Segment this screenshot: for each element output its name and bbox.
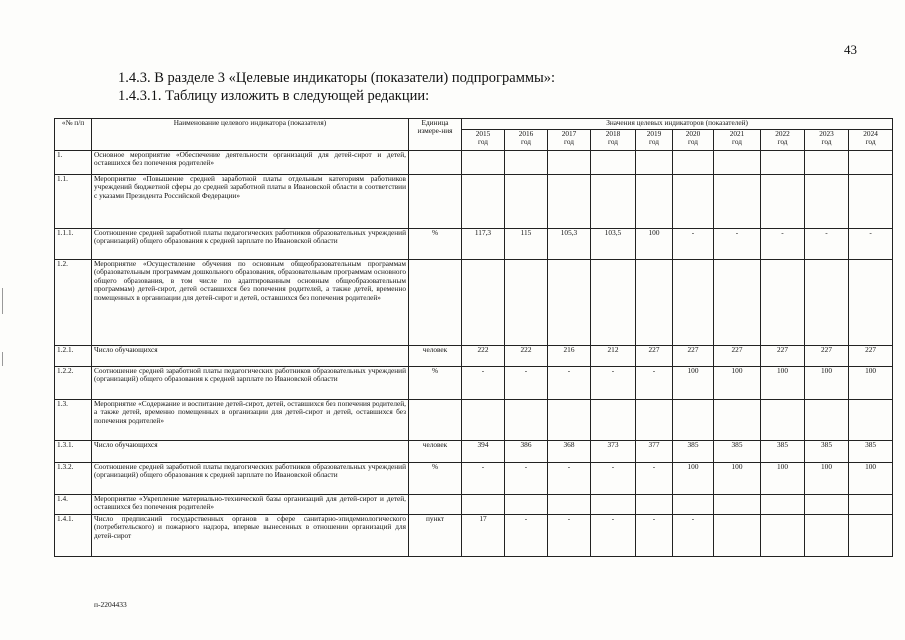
- header-year-value: 2024: [863, 129, 878, 138]
- row-value: [462, 151, 505, 175]
- row-value: 117,3: [462, 229, 505, 260]
- row-value: [761, 400, 805, 441]
- row-value: [548, 151, 591, 175]
- row-value: 105,3: [548, 229, 591, 260]
- section-subheading: 1.4.3.1. Таблицу изложить в следующей редакции:: [118, 88, 430, 104]
- table-row: [55, 441, 893, 463]
- row-value: [636, 400, 673, 441]
- row-value: 216: [548, 346, 591, 367]
- row-value: [548, 175, 591, 229]
- row-value: [849, 151, 893, 175]
- row-value: -: [673, 229, 714, 260]
- row-value: [548, 260, 591, 346]
- header-year: [462, 130, 505, 151]
- header-values-group: Значения целевых индикаторов (показателей): [462, 119, 893, 130]
- row-value: [505, 400, 548, 441]
- row-value: -: [548, 515, 591, 557]
- row-unit: %: [409, 367, 462, 400]
- row-value: [805, 515, 849, 557]
- row-value: [673, 400, 714, 441]
- row-value: [636, 151, 673, 175]
- header-year-unit: год: [821, 136, 832, 146]
- row-value: -: [673, 515, 714, 557]
- row-unit: %: [409, 463, 462, 495]
- header-year-value: 2018: [605, 129, 621, 138]
- row-value: -: [591, 463, 636, 495]
- row-indicator-name: Число предписаний государственных органов в сфере санитарно-эпидемиологического (потребительского) и пожарного надзора, впервые вынесенных в отношении организаций для детей-сирот: [92, 515, 409, 557]
- row-value: 385: [714, 441, 761, 463]
- row-value: [761, 515, 805, 557]
- section-heading: 1.4.3. В разделе 3 «Целевые индикаторы (показатели) подпрограммы»:: [118, 70, 556, 86]
- row-value: 373: [591, 441, 636, 463]
- row-value: [591, 495, 636, 515]
- row-value: -: [505, 367, 548, 400]
- row-value: 100: [714, 367, 761, 400]
- header-no: «№ п/п: [55, 119, 92, 151]
- row-value: [591, 400, 636, 441]
- row-value: 394: [462, 441, 505, 463]
- row-indicator-name: Число обучающихся: [92, 441, 409, 463]
- row-unit: [409, 260, 462, 346]
- row-unit: человек: [409, 346, 462, 367]
- row-value: 385: [761, 441, 805, 463]
- row-value: -: [591, 515, 636, 557]
- header-year-value: 2020: [685, 129, 701, 138]
- row-value: 377: [636, 441, 673, 463]
- row-value: [805, 400, 849, 441]
- header-year: [591, 130, 636, 151]
- row-indicator-name: Соотношение средней заработной платы педагогических работников образовательных учреждений (организаций) общего образования к средней зарплате по Ивановской области: [92, 367, 409, 400]
- row-value: 100: [761, 463, 805, 495]
- row-value: [505, 175, 548, 229]
- row-value: 100: [673, 367, 714, 400]
- header-year: [805, 130, 849, 151]
- row-indicator-name: Мероприятие «Укрепление материально-технической базы организаций для детей-сирот и детей, оставшихся без попечения родителей»: [92, 495, 409, 515]
- header-year: [849, 130, 893, 151]
- row-value: [505, 495, 548, 515]
- row-value: [761, 495, 805, 515]
- row-value: 385: [805, 441, 849, 463]
- row-value: -: [714, 229, 761, 260]
- row-value: [849, 400, 893, 441]
- row-value: [849, 495, 893, 515]
- row-value: [714, 515, 761, 557]
- row-value: [591, 260, 636, 346]
- row-value: -: [462, 463, 505, 495]
- row-unit: пункт: [409, 515, 462, 557]
- header-unit: Единица измере-ния: [409, 119, 462, 151]
- row-value: 386: [505, 441, 548, 463]
- header-year-unit: год: [777, 136, 788, 146]
- row-number: 1.: [55, 151, 92, 175]
- table-row: [55, 495, 893, 515]
- row-indicator-name: Соотношение средней заработной платы педагогических работников образовательных учреждений (организаций) общего образования к средней зарплате по Ивановской области: [92, 463, 409, 495]
- row-value: [761, 260, 805, 346]
- margin-mark: [2, 352, 3, 366]
- row-value: 100: [805, 367, 849, 400]
- row-value: -: [636, 463, 673, 495]
- row-value: [805, 175, 849, 229]
- row-number: 1.3.: [55, 400, 92, 441]
- row-value: [849, 175, 893, 229]
- header-year: [505, 130, 548, 151]
- row-value: [805, 260, 849, 346]
- row-value: -: [636, 367, 673, 400]
- header-year-value: 2022: [775, 129, 790, 138]
- header-year-unit: год: [564, 136, 574, 146]
- row-indicator-name: Мероприятие «Осуществление обучения по основным общеобразовательным программам (образовательным программам дошкольного образования, образовательным программам основного общего образования, в том числе по адаптированным основным общеобразовательным программам) детей-сирот, детей оставшихся без попечения родителей, а также детей, временно помещенных в организации для детей-сирот и детей, оставшихся без попечения родителей»: [92, 260, 409, 346]
- header-year-unit: год: [608, 136, 618, 146]
- row-value: -: [548, 367, 591, 400]
- row-number: 1.4.: [55, 495, 92, 515]
- row-value: 100: [636, 229, 673, 260]
- header-year: [548, 130, 591, 151]
- row-value: [548, 495, 591, 515]
- row-value: [462, 495, 505, 515]
- row-indicator-name: Мероприятие «Содержание и воспитание детей-сирот, детей, оставшихся без попечения родителей, а также детей, временно помещенных в организации для детей-сирот и детей, оставшихся без попечения родителей»: [92, 400, 409, 441]
- row-value: -: [761, 229, 805, 260]
- row-indicator-name: Число обучающихся: [92, 346, 409, 367]
- row-value: 227: [761, 346, 805, 367]
- row-value: [714, 260, 761, 346]
- row-unit: человек: [409, 441, 462, 463]
- row-value: [636, 175, 673, 229]
- row-indicator-name: Соотношение средней заработной платы педагогических работников образовательных учреждений (организаций) общего образования к средней зарплате по Ивановской области: [92, 229, 409, 260]
- row-value: [673, 175, 714, 229]
- header-year-unit: год: [688, 136, 698, 146]
- row-value: [636, 260, 673, 346]
- row-value: 222: [505, 346, 548, 367]
- header-year-unit: год: [732, 136, 742, 146]
- table-row: [55, 229, 893, 260]
- row-value: [591, 175, 636, 229]
- row-value: 100: [805, 463, 849, 495]
- row-value: 385: [673, 441, 714, 463]
- row-unit: [409, 175, 462, 229]
- header-year: [636, 130, 673, 151]
- row-number: 1.4.1.: [55, 515, 92, 557]
- margin-mark: [2, 288, 3, 314]
- row-value: 227: [673, 346, 714, 367]
- table-row: [55, 367, 893, 400]
- row-value: 227: [805, 346, 849, 367]
- row-value: -: [591, 367, 636, 400]
- row-value: [462, 400, 505, 441]
- row-number: 1.1.: [55, 175, 92, 229]
- page-number: 43: [844, 42, 857, 57]
- row-value: [849, 515, 893, 557]
- row-value: 368: [548, 441, 591, 463]
- table-row: [55, 463, 893, 495]
- row-value: 100: [849, 463, 893, 495]
- row-value: -: [849, 229, 893, 260]
- row-value: 212: [591, 346, 636, 367]
- row-value: [505, 260, 548, 346]
- row-value: 115: [505, 229, 548, 260]
- row-value: -: [462, 367, 505, 400]
- table-row: [55, 175, 893, 229]
- row-value: [636, 495, 673, 515]
- row-value: [462, 260, 505, 346]
- row-value: [805, 495, 849, 515]
- row-value: [673, 260, 714, 346]
- row-value: 100: [761, 367, 805, 400]
- row-value: 227: [849, 346, 893, 367]
- header-year-unit: год: [521, 136, 531, 146]
- row-value: -: [505, 463, 548, 495]
- row-value: 100: [673, 463, 714, 495]
- row-value: [761, 151, 805, 175]
- row-value: 227: [714, 346, 761, 367]
- row-value: [548, 400, 591, 441]
- indicators-table: [54, 118, 893, 557]
- header-year-unit: год: [478, 136, 488, 146]
- row-value: -: [636, 515, 673, 557]
- header-year-unit: год: [865, 136, 876, 146]
- row-value: -: [548, 463, 591, 495]
- row-value: 222: [462, 346, 505, 367]
- row-unit: %: [409, 229, 462, 260]
- row-value: [805, 151, 849, 175]
- table-row: [55, 515, 893, 557]
- header-year-value: 2019: [646, 129, 662, 138]
- header-year-value: 2015: [475, 129, 491, 138]
- row-value: [462, 175, 505, 229]
- header-year-value: 2021: [729, 129, 745, 138]
- table-header-row: [55, 119, 893, 130]
- row-value: [714, 175, 761, 229]
- row-value: [761, 175, 805, 229]
- row-number: 1.3.2.: [55, 463, 92, 495]
- row-value: 17: [462, 515, 505, 557]
- header-year-value: 2023: [819, 129, 834, 138]
- row-value: 100: [849, 367, 893, 400]
- row-indicator-name: Мероприятие «Повышение средней заработной платы отдельным категориям работников учреждений бюджетной сферы до средней заработной платы в Ивановской области в соответствии с указами Президента Российской Федерации»: [92, 175, 409, 229]
- header-year: [714, 130, 761, 151]
- row-value: 103,5: [591, 229, 636, 260]
- header-year-value: 2016: [518, 129, 534, 138]
- row-unit: [409, 495, 462, 515]
- row-value: 385: [849, 441, 893, 463]
- table-row: [55, 260, 893, 346]
- header-year-value: 2017: [561, 129, 577, 138]
- row-value: -: [805, 229, 849, 260]
- row-value: [849, 260, 893, 346]
- row-number: 1.3.1.: [55, 441, 92, 463]
- header-year: [673, 130, 714, 151]
- row-number: 1.2.: [55, 260, 92, 346]
- row-unit: [409, 400, 462, 441]
- header-name: Наименование целевого индикатора (показателя): [92, 119, 409, 151]
- row-value: [673, 151, 714, 175]
- row-value: [505, 151, 548, 175]
- table-row: [55, 151, 893, 175]
- row-unit: [409, 151, 462, 175]
- row-number: 1.2.1.: [55, 346, 92, 367]
- row-number: 1.1.1.: [55, 229, 92, 260]
- row-value: [673, 495, 714, 515]
- header-year: [761, 130, 805, 151]
- document-code: п-2204433: [94, 600, 127, 609]
- row-value: [714, 151, 761, 175]
- row-value: [714, 495, 761, 515]
- row-value: 227: [636, 346, 673, 367]
- row-value: 100: [714, 463, 761, 495]
- row-number: 1.2.2.: [55, 367, 92, 400]
- row-value: -: [505, 515, 548, 557]
- header-year-unit: год: [649, 136, 659, 146]
- row-indicator-name: Основное мероприятие «Обеспечение деятельности организаций для детей-сирот и детей, оставшихся без попечения родителей»: [92, 151, 409, 175]
- table-row: [55, 400, 893, 441]
- row-value: [714, 400, 761, 441]
- row-value: [591, 151, 636, 175]
- table-row: [55, 346, 893, 367]
